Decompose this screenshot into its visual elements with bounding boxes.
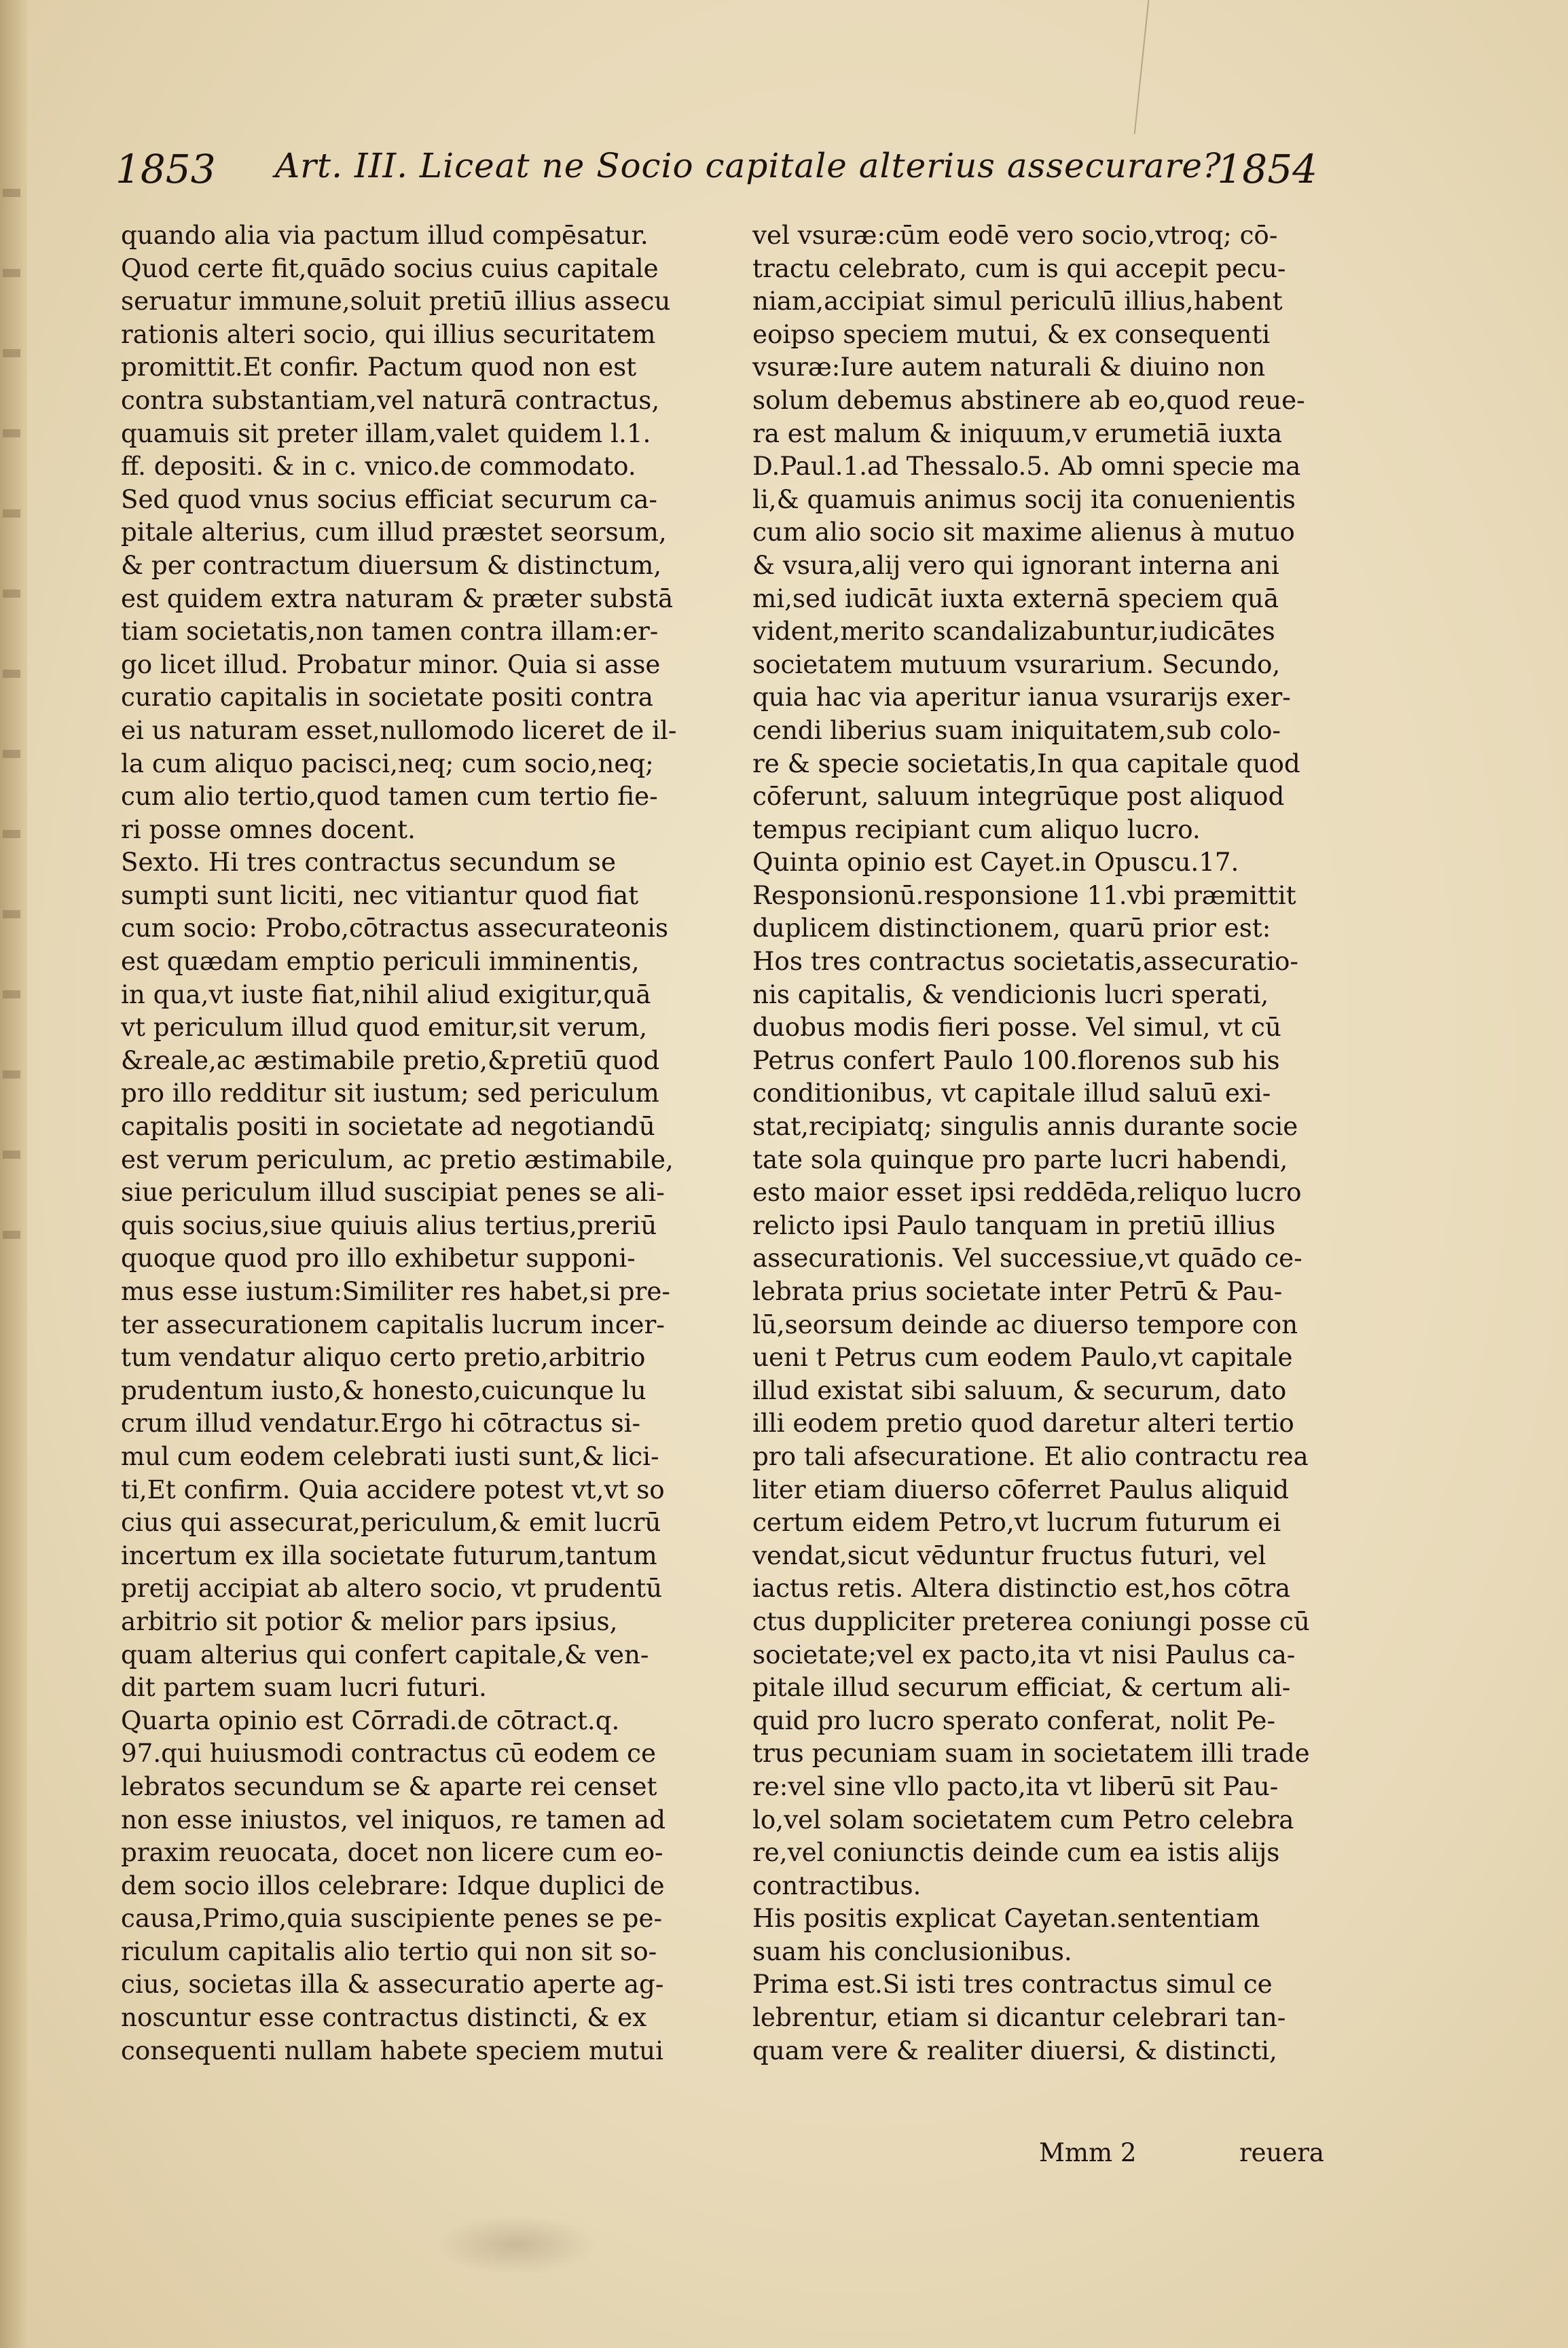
text-line: capitalis positi in societate ad negotiandū: [121, 1111, 655, 1142]
text-line: tum vendatur aliquo certo pretio,arbitrio: [121, 1342, 646, 1373]
text-line: ueni t Petrus cum eodem Paulo,vt capitale: [752, 1342, 1293, 1373]
text-line: illi eodem pretio quod daretur alteri tertio: [752, 1408, 1294, 1439]
text-line: siue periculum illud suscipiat penes se ali-: [121, 1177, 665, 1208]
text-line: ff. depositi. & in c. vnico.de commodato.: [121, 451, 636, 482]
text-line: riculum capitalis alio tertio qui non sit so-: [121, 1936, 657, 1966]
text-column-left: [121, 219, 685, 2067]
text-line: est verum periculum, ac pretio æstimabile,: [121, 1144, 674, 1174]
text-line: D.Paul.1.ad Thessalo.5. Ab omni specie ma: [752, 451, 1301, 482]
text-line: Quinta opinio est Cayet.in Opuscu.17.: [752, 847, 1239, 878]
text-line: conditionibus, vt capitale illud saluū exi-: [752, 1078, 1271, 1108]
text-line: sumpti sunt liciti, nec vitiantur quod fiat: [121, 880, 639, 910]
text-line: quoque quod pro illo exhibetur supponi-: [121, 1243, 636, 1274]
text-line: tempus recipiant cum aliquo lucro.: [752, 814, 1201, 844]
text-line: quam vere & realiter diuersi, & distincti,: [752, 2035, 1277, 2065]
text-line: cum socio: Probo,cōtractus assecurateonis: [121, 913, 669, 943]
text-line: vident,merito scandalizabuntur,iudicātes: [752, 616, 1275, 647]
gutter-bleed-marks: [3, 156, 20, 1311]
text-line: seruatur immune,soluit pretiū illius assecu: [121, 286, 671, 317]
text-line: quis socius,siue quiuis alius tertius,preriū: [121, 1210, 657, 1240]
text-line: ri posse omnes docent.: [121, 814, 416, 844]
text-line: est quædam emptio periculi imminentis,: [121, 946, 640, 977]
text-line: relicto ipsi Paulo tanquam in pretiū illius: [752, 1210, 1276, 1240]
text-line: curatio capitalis in societate positi contra: [121, 682, 653, 712]
text-line: mus esse iustum:Similiter res habet,si pre-: [121, 1276, 670, 1306]
text-line: cius qui assecurat,periculum,& emit lucrū: [121, 1507, 661, 1538]
text-line: lebrentur, etiam si dicantur celebrari tan-: [752, 2002, 1286, 2033]
text-line: ctus duppliciter preterea coniungi posse cū: [752, 1606, 1310, 1636]
text-line: Sed quod vnus socius efficiat securum ca-: [121, 484, 657, 514]
text-line: noscuntur esse contractus distincti, & ex: [121, 2002, 647, 2033]
text-line: cendi liberius suam iniquitatem,sub colo-: [752, 715, 1281, 745]
catchword: reuera: [1239, 2138, 1324, 2167]
text-line: solum debemus abstinere ab eo,quod reue-: [752, 384, 1305, 415]
text-line: promittit.Et confir. Pactum quod non est: [121, 352, 637, 382]
page-gutter: [0, 0, 27, 2348]
text-line: quando alia via pactum illud compēsatur.: [121, 220, 649, 250]
text-line: mul cum eodem celebrati iusti sunt,& lici-: [121, 1441, 659, 1471]
text-line: Prima est.Si isti tres contractus simul ce: [752, 1969, 1273, 2000]
text-line: la cum aliquo pacisci,neq; cum socio,neq;: [121, 748, 654, 778]
text-line: quamuis sit preter illam,valet quidem l.1.: [121, 418, 651, 448]
text-line: praxim reuocata, docet non licere cum eo-: [121, 1837, 663, 1868]
text-line: liter etiam diuerso cōferret Paulus aliquid: [752, 1474, 1290, 1504]
text-line: consequenti nullam habete speciem mutui: [121, 2035, 663, 2065]
text-line: quid pro lucro sperato conferat, nolit Pe-: [752, 1705, 1276, 1735]
text-column-right: [752, 219, 1316, 2067]
text-line: vendat,sicut vēduntur fructus futuri, vel: [752, 1540, 1266, 1570]
text-line: vsuræ:Iure autem naturali & diuino non: [752, 352, 1266, 382]
text-line: contractibus.: [752, 1870, 922, 1900]
text-line: arbitrio sit potior & melior pars ipsius,: [121, 1606, 618, 1636]
text-line: ti,Et confirm. Quia accidere potest vt,vt so: [121, 1474, 665, 1504]
text-line: lo,vel solam societatem cum Petro celebra: [752, 1804, 1294, 1835]
text-line: Sexto. Hi tres contractus secundum se: [121, 847, 616, 878]
text-line: assecurationis. Vel successiue,vt quādo ce-: [752, 1243, 1302, 1274]
text-line: ter assecurationem capitalis lucrum incer-: [121, 1309, 665, 1339]
text-line: re,vel coniunctis deinde cum ea istis alijs: [752, 1837, 1280, 1868]
text-line: est quidem extra naturam & præter substā: [121, 583, 674, 613]
text-line: trus pecuniam suam in societatem illi trade: [752, 1738, 1310, 1769]
text-line: duplicem distinctionem, quarū prior est:: [752, 913, 1271, 943]
text-line: suam his conclusionibus.: [752, 1936, 1072, 1966]
text-line: Quarta opinio est Cōrradi.de cōtract.q.: [121, 1705, 620, 1735]
text-line: & vsura,alij vero qui ignorant interna ani: [752, 549, 1279, 580]
text-line: His positis explicat Cayetan.sententiam: [752, 1903, 1260, 1934]
text-line: quam alterius qui confert capitale,& ven-: [121, 1639, 649, 1669]
text-line: certum eidem Petro,vt lucrum futurum ei: [752, 1507, 1281, 1538]
text-line: tractu celebrato, cum is qui accepit pecu-: [752, 253, 1286, 283]
text-line: non esse iniustos, vel iniquos, re tamen ad: [121, 1804, 666, 1835]
text-line: vel vsuræ:cūm eodē vero socio,vtroq; cō-: [752, 220, 1278, 250]
ink-bleed-smudge: [435, 2214, 598, 2275]
folio-number-right: 1854: [1217, 146, 1317, 192]
text-line: nis capitalis, & vendicionis lucri sperati,: [752, 979, 1269, 1009]
text-line: ra est malum & iniquum,v erumetiā iuxta: [752, 418, 1283, 448]
text-line: li,& quamuis animus socij ita conuenientis: [752, 484, 1296, 514]
text-line: lū,seorsum deinde ac diuerso tempore con: [752, 1309, 1298, 1339]
text-line: lebratos secundum se & aparte rei censet: [121, 1771, 657, 1801]
text-line: eoipso speciem mutui, & ex consequenti: [752, 319, 1271, 349]
text-line: rationis alteri socio, qui illius securitatem: [121, 319, 656, 349]
text-line: esto maior esset ipsi reddēda,reliquo lucro: [752, 1177, 1302, 1208]
text-line: vt periculum illud quod emitur,sit verum,: [121, 1012, 648, 1043]
text-line: Petrus confert Paulo 100.florenos sub his: [752, 1045, 1280, 1075]
text-line: contra substantiam,vel naturā contractus,: [121, 384, 660, 415]
text-line: pro tali afsecuratione. Et alio contractu rea: [752, 1441, 1309, 1471]
text-line: mi,sed iudicāt iuxta externā speciem quā: [752, 583, 1279, 613]
text-line: Responsionū.responsione 11.vbi præmittit: [752, 880, 1296, 910]
text-line: prudentum iusto,& honesto,cuicunque lu: [121, 1375, 646, 1405]
text-line: pitale alterius, cum illud præstet seorsum,: [121, 517, 667, 547]
text-line: Hos tres contractus societatis,assecuratio-: [752, 946, 1298, 977]
text-line: quia hac via aperitur ianua vsurarijs exer-: [752, 682, 1291, 712]
signature-mark: Mmm 2: [1039, 2138, 1137, 2167]
paper-crease: [1134, 0, 1177, 137]
text-line: illud existat sibi saluum, & securum, dato: [752, 1375, 1287, 1405]
text-line: niam,accipiat simul periculū illius,habent: [752, 286, 1283, 317]
text-line: pro illo redditur sit iustum; sed periculum: [121, 1078, 659, 1108]
page-footer: [1039, 2138, 1324, 2172]
text-line: societate;vel ex pacto,ita vt nisi Paulus ca-: [752, 1639, 1296, 1669]
text-line: ei us naturam esset,nullomodo liceret de il-: [121, 715, 677, 745]
text-line: cum alio tertio,quod tamen cum tertio fie-: [121, 781, 658, 812]
text-line: & per contractum diuersum & distinctum,: [121, 549, 662, 580]
folio-number-left: 1853: [115, 146, 216, 192]
text-line: duobus modis fieri posse. Vel simul, vt cū: [752, 1012, 1281, 1043]
text-line: iactus retis. Altera distinctio est,hos cōtra: [752, 1573, 1291, 1604]
text-line: tiam societatis,non tamen contra illam:er-: [121, 616, 659, 647]
text-line: dem socio illos celebrare: Idque duplici de: [121, 1870, 665, 1900]
text-line: crum illud vendatur.Ergo hi cōtractus si-: [121, 1408, 641, 1439]
text-line: stat,recipiatq; singulis annis durante socie: [752, 1111, 1298, 1142]
running-title: Art. III. Liceat ne Socio capitale alterius assecurare?: [275, 146, 1222, 185]
text-line: re & specie societatis,In qua capitale quod: [752, 748, 1300, 778]
text-line: Quod certe fit,quādo socius cuius capitale: [121, 253, 659, 283]
text-line: dit partem suam lucri futuri.: [121, 1672, 487, 1703]
text-line: cōferunt, saluum integrūque post aliquod: [752, 781, 1285, 812]
text-line: cius, societas illa & assecuratio aperte ag-: [121, 1969, 664, 2000]
text-line: pretij accipiat ab altero socio, vt prudentū: [121, 1573, 663, 1604]
text-line: &reale,ac æstimabile pretio,&pretiū quod: [121, 1045, 660, 1075]
text-line: 97.qui huiusmodi contractus cū eodem ce: [121, 1738, 657, 1769]
text-line: pitale illud securum efficiat, & certum ali-: [752, 1672, 1291, 1703]
text-line: causa,Primo,quia suscipiente penes se pe-: [121, 1903, 663, 1934]
text-line: incertum ex illa societate futurum,tantum: [121, 1540, 657, 1570]
text-line: lebrata prius societate inter Petrū & Pau-: [752, 1276, 1283, 1306]
text-line: in qua,vt iuste fiat,nihil aliud exigitur,quā: [121, 979, 651, 1009]
text-line: societatem mutuum vsurarium. Secundo,: [752, 649, 1281, 679]
page-header: [115, 146, 1317, 207]
text-line: go licet illud. Probatur minor. Quia si asse: [121, 649, 661, 679]
text-line: cum alio socio sit maxime alienus à mutuo: [752, 517, 1295, 547]
text-line: re:vel sine vllo pacto,ita vt liberū sit Pau-: [752, 1771, 1279, 1801]
text-line: tate sola quinque pro parte lucri habendi,: [752, 1144, 1288, 1174]
